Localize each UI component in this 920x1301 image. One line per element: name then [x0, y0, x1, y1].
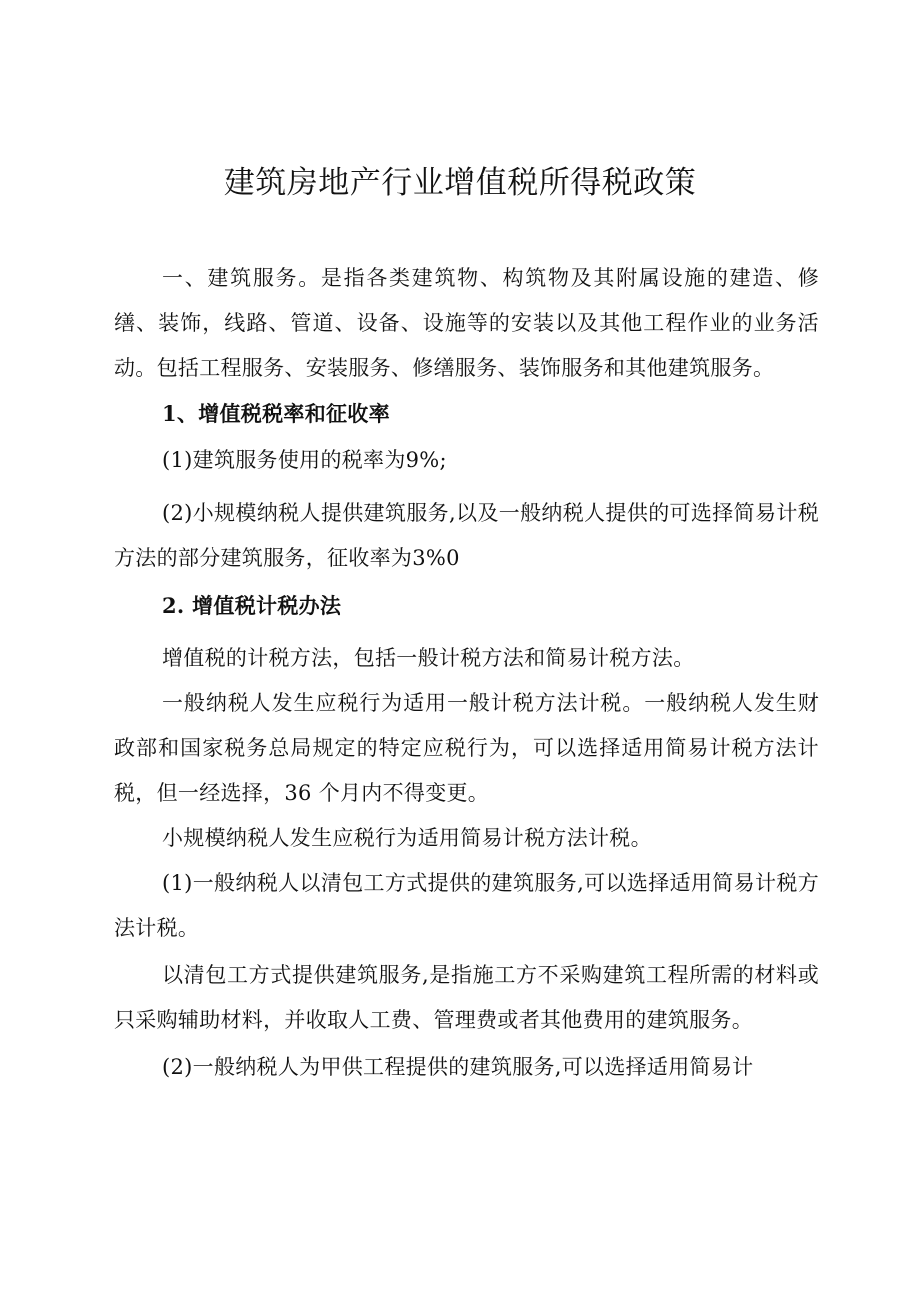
paragraph-labor-contracting: (1)一般纳税人以清包工方式提供的建筑服务,可以选择适用简易计税方法计税。 [114, 871, 819, 940]
paragraph-small-scale-taxpayer: 小规模纳税人发生应税行为适用简易计税方法计税。 [162, 826, 652, 850]
paragraph-labor-contracting-definition: 以清包工方式提供建筑服务,是指施工方不采购建筑工程所需的材料或只采购辅助材料，并收取人工费、管理费或者其他费用的建筑服务。 [114, 963, 819, 1032]
paragraph-owner-supplied-project: (2)一般纳税人为甲供工程提供的建筑服务,可以选择适用简易计 [162, 1055, 754, 1079]
paragraph-levy-rate-3: (2)小规模纳税人提供建筑服务,以及一般纳税人提供的可选择简易计税方法的部分建筑服务，征收率为3%0 [114, 501, 819, 570]
paragraph-tax-rate-9: (1)建筑服务使用的税率为9%; [162, 448, 447, 472]
paragraph-general-taxpayer: 一般纳税人发生应税行为适用一般计税方法计税。一般纳税人发生财政部和国家税务总局规定的特定应税行为，可以选择适用简易计税方法计税，但一经选择，36 个月内不得变更。 [114, 691, 819, 805]
section-heading-tax-methods: 2. 增值税计税办法 [162, 593, 342, 618]
document-body [114, 256, 819, 1090]
document-title: 建筑房地产行业增值税所得税政策 [223, 165, 697, 201]
paragraph-construction-services: 一、建筑服务。是指各类建筑物、构筑物及其附属设施的建造、修缮、装饰，线路、管道、设备、设施等的安装以及其他工程作业的业务活动。包括工程服务、安装服务、修缮服务、装饰服务和其他建筑服务。 [114, 266, 819, 380]
paragraph-tax-methods: 增值税的计税方法，包括一般计税方法和简易计税方法。 [162, 646, 695, 670]
section-heading-tax-rates: 1、增值税税率和征收率 [162, 401, 390, 426]
